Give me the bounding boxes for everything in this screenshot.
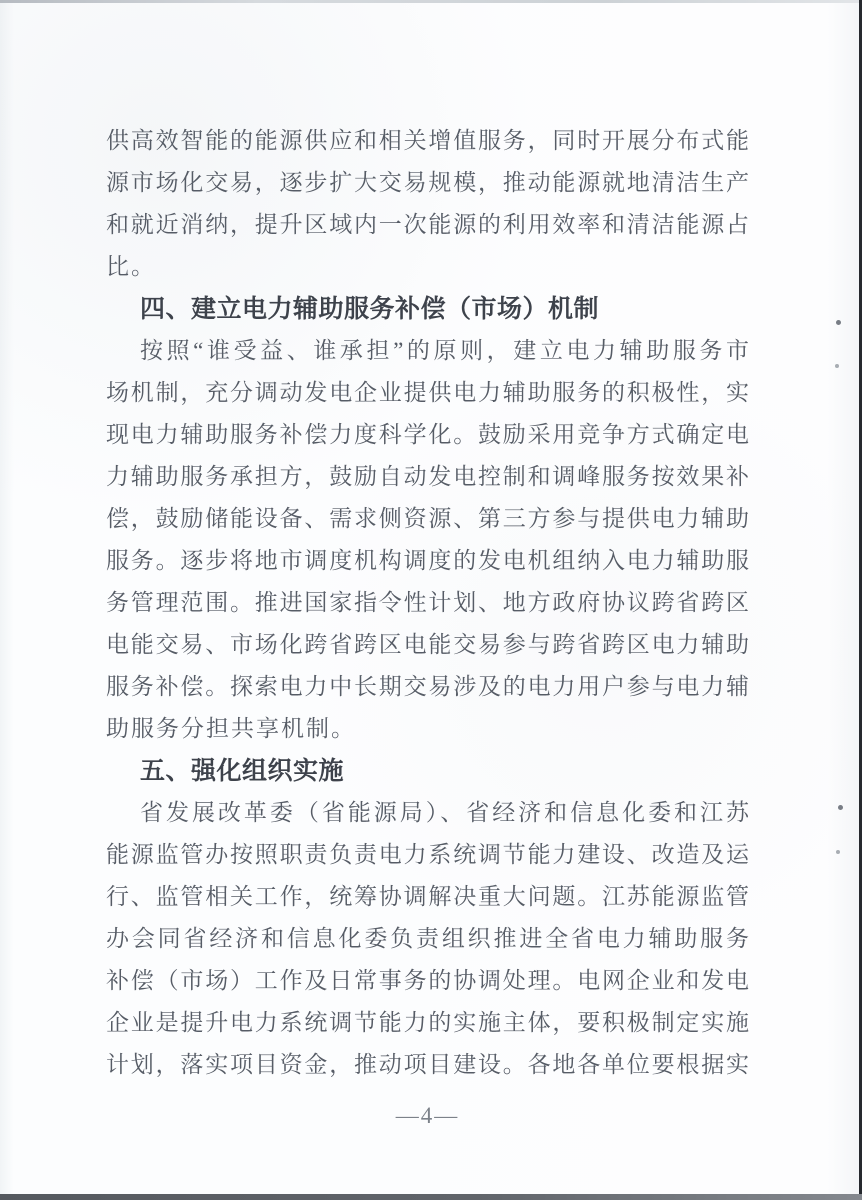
scan-speck	[836, 850, 840, 854]
text-line: 比。	[106, 254, 156, 279]
text-line: 现电力辅助服务补偿力度科学化。鼓励采用竞争方式确定电	[106, 422, 749, 447]
document-body	[106, 120, 749, 1086]
text-line: 力辅助服务承担方，鼓励自动发电控制和调峰服务按效果补	[106, 464, 749, 489]
section-heading: 五、强化组织实施	[140, 757, 345, 785]
scan-speck	[836, 320, 841, 325]
text-line: 省发展改革委（省能源局）、省经济和信息化委和江苏	[140, 800, 749, 825]
text-line: 偿，鼓励储能设备、需求侧资源、第三方参与提供电力辅助	[106, 506, 749, 531]
text-line: 供高效智能的能源供应和相关增值服务，同时开展分布式能	[106, 128, 749, 153]
scan-speck	[838, 805, 843, 810]
text-line: 行、监管相关工作，统筹协调解决重大问题。江苏能源监管	[106, 884, 749, 909]
text-line: 补偿（市场）工作及日常事务的协调处理。电网企业和发电	[106, 968, 749, 993]
section-heading: 四、建立电力辅助服务补偿（市场）机制	[140, 295, 600, 323]
text-line: 和就近消纳，提升区域内一次能源的利用效率和清洁能源占	[106, 212, 749, 237]
text-line: 办会同省经济和信息化委负责组织推进全省电力辅助服务	[106, 926, 749, 951]
text-line: 能源监管办按照职责负责电力系统调节能力建设、改造及运	[106, 842, 749, 867]
text-line: 企业是提升电力系统调节能力的实施主体，要积极制定实施	[106, 1010, 749, 1035]
text-line: 计划，落实项目资金，推动项目建设。各地各单位要根据实	[106, 1052, 749, 1077]
text-line: 助服务分担共享机制。	[106, 716, 356, 741]
page-number: —4—	[395, 1103, 460, 1128]
scan-edge-top	[0, 0, 862, 3]
text-line: 按照“谁受益、谁承担”的原则，建立电力辅助服务市	[140, 338, 749, 363]
scan-edge-bottom	[0, 1194, 862, 1200]
scan-speck	[835, 364, 839, 368]
text-line: 服务。逐步将地市调度机构调度的发电机组纳入电力辅助服	[106, 548, 749, 573]
text-line: 源市场化交易，逐步扩大交易规模，推动能源就地清洁生产	[106, 170, 749, 195]
text-line: 场机制，充分调动发电企业提供电力辅助服务的积极性，实	[106, 380, 749, 405]
text-line: 务管理范围。推进国家指令性计划、地方政府协议跨省跨区	[106, 590, 749, 615]
text-line: 电能交易、市场化跨省跨区电能交易参与跨省跨区电力辅助	[106, 632, 749, 657]
text-line: 服务补偿。探索电力中长期交易涉及的电力用户参与电力辅	[106, 674, 749, 699]
